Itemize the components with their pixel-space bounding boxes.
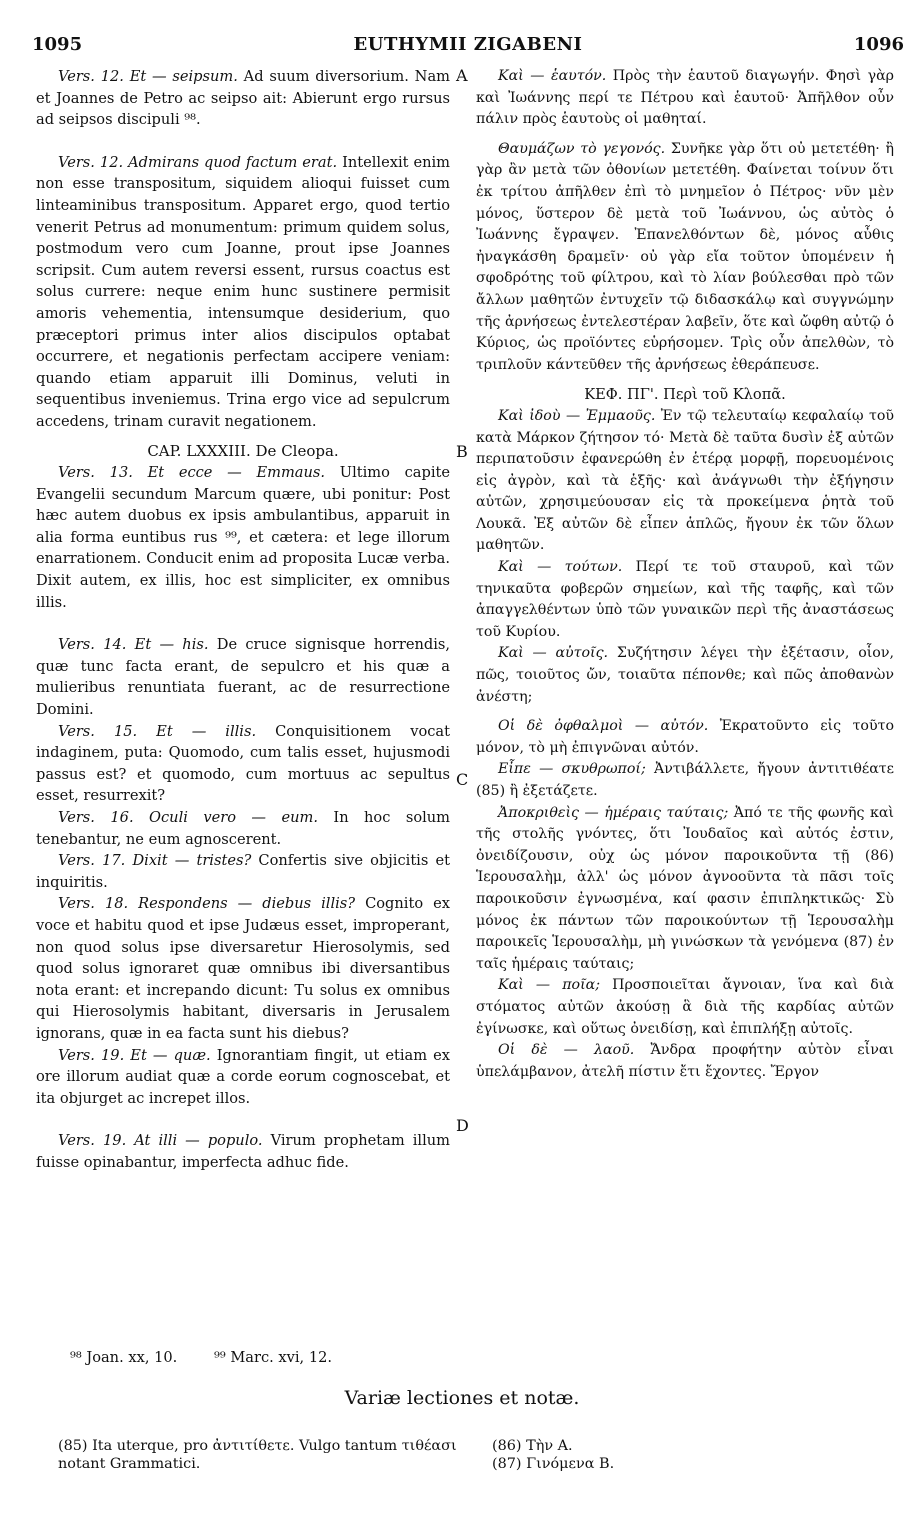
chapter-heading: CAP. LXXXIII. De Cleopa. xyxy=(147,441,339,460)
paragraph xyxy=(36,634,450,720)
footnote-99: ⁹⁹ Marc. xvi, 12. xyxy=(214,1349,333,1366)
paragraph xyxy=(476,975,894,1040)
paragraph xyxy=(36,462,450,613)
commentary-text: Intellexit enim non esse transpositum, siquidem alioqui fuisset cum linteaminibus transpositum. Apparet ergo, quod tertio venerit Petrus ad monumentum: primum quidem solus, postmodum vero cum Joanne, prout ipse Joannes scripsit. Cum autem reversi essent, rursus coactus est solus currere: neque enim hunc sustinere permisit amoris vehementia, intensumque desiderium, quo præceptori primus inter alios discipulos optabat occurrere, et negationis perfectam accipere veniam: quando etiam apparuit illi Dominus, veluti in sequentibus inveniemus. Trina ergo vice ad sepulcrum accedens, trinam curavit negationem. xyxy=(36,153,451,430)
lemma: Vers. 17. Dixit — tristes? xyxy=(58,852,252,870)
lemma: Vers. 12. Et — seipsum. xyxy=(58,68,238,85)
paragraph xyxy=(476,1040,894,1083)
commentary-text: Ignorantiam fingit, ut etiam ex ore illorum audiat quæ a corde eorum cognoscebat, et ita objurget ac increpet illos. xyxy=(36,1046,450,1107)
commentary-text: Ad suum diversorium. Nam et Joannes de Petro ac seipso ait: Abierunt ergo rursus ad seipsos discipuli ⁹⁸. xyxy=(36,68,450,129)
commentary-text: Ἀντιβάλλετε, ἤγουν ἀντιτιθέατε (85) ἢ ἐξετάζετε. xyxy=(476,761,895,799)
variant-note-86: (86) Τὴν Α. xyxy=(492,1438,573,1454)
variant-note-87: (87) Γινόμενα Β. xyxy=(492,1456,615,1472)
lemma: Vers. 14. Et — his. xyxy=(58,636,209,654)
lemma: Vers. 13. Et ecce — Emmaus. xyxy=(58,464,326,482)
paragraph xyxy=(36,721,450,807)
footnote-98: ⁹⁸ Joan. xx, 10. xyxy=(70,1349,178,1366)
commentary-text: Confertis sive objicitis et inquiritis. xyxy=(36,852,450,891)
commentary-text: Conquisitionem vocat indaginem, puta: Quomodo, cum talis esset, hujusmodi passus est? et quomodo, cum mortuus ac sepultus esset, resurrexit? xyxy=(36,722,450,805)
variant-notes-left xyxy=(58,1437,478,1473)
lemma: Θαυμάζων τὸ γεγονός. xyxy=(498,140,666,157)
lemma: Καὶ — αὐτοῖς. xyxy=(498,645,609,662)
paragraph xyxy=(476,716,894,759)
paragraph xyxy=(476,406,894,557)
paragraph xyxy=(36,152,450,433)
page-number-right: 1096 xyxy=(853,34,904,55)
commentary-text: De cruce signisque horrendis, quæ tunc facta erant, de sepulcro et his quæ a mulieribus renuntiata fuerant, ac de resurrectione Domini. xyxy=(36,636,451,719)
paragraph xyxy=(36,807,450,850)
page-header xyxy=(32,34,904,62)
lemma: Vers. 12. Admirans quod factum erat. xyxy=(58,153,338,171)
commentary-text: Ἐκρατοῦντο εἰς τοῦτο μόνον, τὸ μὴ ἐπιγνῶναι αὐτόν. xyxy=(476,718,894,756)
margin-letter-a: A xyxy=(456,66,468,85)
margin-letter-b: B xyxy=(456,442,468,461)
chapter-heading: ΚΕΦ. ΠΓ'. Περὶ τοῦ Κλοπᾶ. xyxy=(584,386,786,404)
lemma: Ἀποκριθεὶς — ἡμέραις ταύταις; xyxy=(498,804,729,821)
lemma: Καὶ ἰδοὺ — Ἐμμαοῦς. xyxy=(498,407,656,424)
lemma: Καὶ — ποῖα; xyxy=(498,977,601,994)
paragraph xyxy=(476,803,894,976)
paragraph xyxy=(476,557,894,643)
lemma: Vers. 16. Oculi vero — eum. xyxy=(58,809,318,826)
commentary-text: Προσποιεῖται ἄγνοιαν, ἵνα καὶ διὰ στόματος αὐτῶν ἀκούσῃ ἃ διὰ τῆς καρδίας αὐτῶν ἐγίνωσκε, καὶ οὕτως ὀνειδίσῃ, καὶ ἐπιπλήξῃ αὐτοῖς. xyxy=(476,977,894,1037)
commentary-text: Ἀπό τε τῆς φωνῆς καὶ τῆς στολῆς γνόντες, ὅτι Ἰουδαῖος καὶ αὐτός ἐστιν, ὀνειδίζουσιν, οὐχ ὡς μόνον παροικοῦντα τῇ (86) Ἱερουσαλὴμ, ἀλλ' ὡς μόνον ἀγνοοῦντα τὰ πᾶσι τοῖς παροικοῦσιν ἐγνωσμένα, καί φασιν ἐπιπληκτικῶς· Σὺ μόνος ἐκ πάντων τῶν παροικούντων τῇ Ἱερουσαλὴμ παροικεῖς Ἱερουσαλὴμ, μὴ γινώσκων τὰ γενόμενα (87) ἐν ταῖς ἡμέραις ταύταις; xyxy=(476,804,894,972)
paragraph xyxy=(36,1045,450,1110)
lemma: Εἶπε — σκυθρωποί; xyxy=(498,761,646,778)
paragraph xyxy=(476,66,894,131)
variant-note-85: (85) Ita uterque, pro ἀντιτίθετε. Vulgo tantum τιθέασι notant Grammatici. xyxy=(58,1438,457,1472)
commentary-text: Virum prophetam illum fuisse opinabantur, imperfecta adhuc fide. xyxy=(36,1132,450,1171)
paragraph xyxy=(476,643,894,708)
commentary-text: Συνῆκε γὰρ ὅτι οὐ μετετέθη· ἢ γὰρ ἂν μετὰ τῶν ὀθονίων μετετέθη. Φαίνεται τοίνυν ὅτι ἐκ τρίτου ἀπῆλθεν ἐπὶ τὸ μνημεῖον ὁ Πέτρος· νῦν μὲν μόνος, ὕστερον δὲ μετὰ τοῦ Ἰωάννου, ὡς αὐτὸς ὁ Ἰωάννης ἔγραψεν. Ἐπανελθόντων δὲ, μόνος αὖθις ἠναγκάσθη δραμεῖν· οὐ γὰρ εἴα τοῦτον ὑπομένειν ἡ σφοδρότης τοῦ φίλτρου, καὶ τὸ λίαν βούλεσθαι πρὸ τῶν ἄλλων μαθητῶν ἐντυχεῖν τῷ διδασκάλῳ καὶ συγγνώμην τῆς ἀρνήσεως ἐντελεστέραν λαβεῖν, ὅτε καὶ ὤφθη αὐτῷ ὁ Κύριος, ὡς προϊόντες εὑρήσομεν. Τρὶς οὖν ἀπελθὼν, τὸ τριπλοῦν κάντεῦθεν τῆς ἀρνήσεως ἐθεράπευσε. xyxy=(476,140,894,373)
lemma: Vers. 15. Et — illis. xyxy=(58,722,257,740)
commentary-text: Ἄνδρα προφήτην αὐτὸν εἶναι ὑπελάμβανον, ἀτελῆ πίστιν ἔτι ἔχοντες. Ἔργον xyxy=(476,1042,894,1080)
paragraph xyxy=(36,893,450,1044)
paragraph xyxy=(36,1130,450,1173)
commentary-text: Πρὸς τὴν ἑαυτοῦ διαγωγήν. Φησὶ γὰρ καὶ Ἰωάννης περί τε Πέτρου καὶ ἑαυτοῦ· Ἀπῆλθον οὖν πάλιν πρὸς ἑαυτοὺς οἱ μαθηταί. xyxy=(476,68,894,128)
paragraph xyxy=(36,850,450,893)
lemma: Καὶ — ἑαυτόν. xyxy=(498,68,607,84)
commentary-text: In hoc solum tenebantur, ne eum agnoscerent. xyxy=(36,809,451,848)
commentary-text: Cognito ex voce et habitu quod et ipse Judæus esset, improperant, non quod solus ipse diversaretur Hierosolymis, sed quod solus ignoraret quæ omnibus ibi diversantibus nota erant: et increpando dicunt: Tu solus ex omnibus qui Hierosolymis habitant, diversaris in Jerusalem ignorans, quæ in ea facta sunt his diebus? xyxy=(36,895,450,1042)
lemma: Vers. 18. Respondens — diebus illis? xyxy=(58,895,356,913)
lemma: Οἱ δὲ ὀφθαλμοὶ — αὐτόν. xyxy=(498,718,709,735)
page-number-left: 1095 xyxy=(32,34,83,55)
margin-letter-c: C xyxy=(456,770,469,789)
commentary-text: Ἐν τῷ τελευταίῳ κεφαλαίῳ τοῦ κατὰ Μάρκον ζήτησον τό· Μετὰ δὲ ταῦτα δυσὶν ἐξ αὐτῶν περιπατοῦσιν ἐφανερώθη ἐν ἑτέρᾳ μορφῇ, πορευομένοις εἰς ἀγρὸν, καὶ τὰ ἑξῆς· καὶ ἀνάγνωθι τὴν ἐξήγησιν αὐτῶν, χρησιμεύουσαν εἰς τὰ προκείμενα ῥητὰ τοῦ Λουκᾶ. Ἐξ αὐτῶν δὲ εἶπεν ἁπλῶς, ἤγουν ἐκ τῶν ὅλων μαθητῶν. xyxy=(476,407,894,554)
variae-lectiones-heading: Variæ lectiones et notæ. xyxy=(344,1387,580,1409)
margin-letter-d: D xyxy=(456,1116,469,1135)
variant-notes-right xyxy=(492,1437,892,1473)
lemma: Vers. 19. Et — quæ. xyxy=(58,1046,211,1064)
latin-column xyxy=(36,66,450,1174)
commentary-text: Συζήτησιν λέγει τὴν ἐξέτασιν, οἷον, πῶς, τοιοῦτος ὤν, τοιαῦτα πέπονθε; καὶ πῶς ἀποθανὼν ἀνέστη; xyxy=(476,645,894,705)
commentary-text: Ultimo capite Evangelii secundum Marcum quære, ubi ponitur: Post hæc autem duobus ex ipsis ambulantibus, apparuit in alia forma euntibus rus ⁹⁹, et cætera: et lege illorum enarrationem. Conducit enim ad proposita Lucæ verba. Dixit autem, ex illis, hoc est simpliciter, ex omnibus illis. xyxy=(36,464,450,611)
greek-column xyxy=(476,66,894,1083)
lemma: Καὶ — τούτων. xyxy=(498,559,623,576)
running-title: EUTHYMII ZIGABENI xyxy=(353,34,583,55)
commentary-text: Περί τε τοῦ σταυροῦ, καὶ τῶν τηνικαῦτα φοβερῶν σημείων, καὶ τῆς ταφῆς, καὶ τῶν ἀπαγγελθέντων ὑπὸ τῶν γυναικῶν περὶ τῆς ἀναστάσεως τοῦ Κυρίου. xyxy=(476,559,894,640)
lemma: Vers. 19. At illi — populo. xyxy=(58,1132,263,1150)
paragraph xyxy=(36,66,450,131)
paragraph xyxy=(476,139,894,377)
lemma: Οἱ δὲ — λαοῦ. xyxy=(498,1042,635,1059)
paragraph xyxy=(476,759,894,802)
